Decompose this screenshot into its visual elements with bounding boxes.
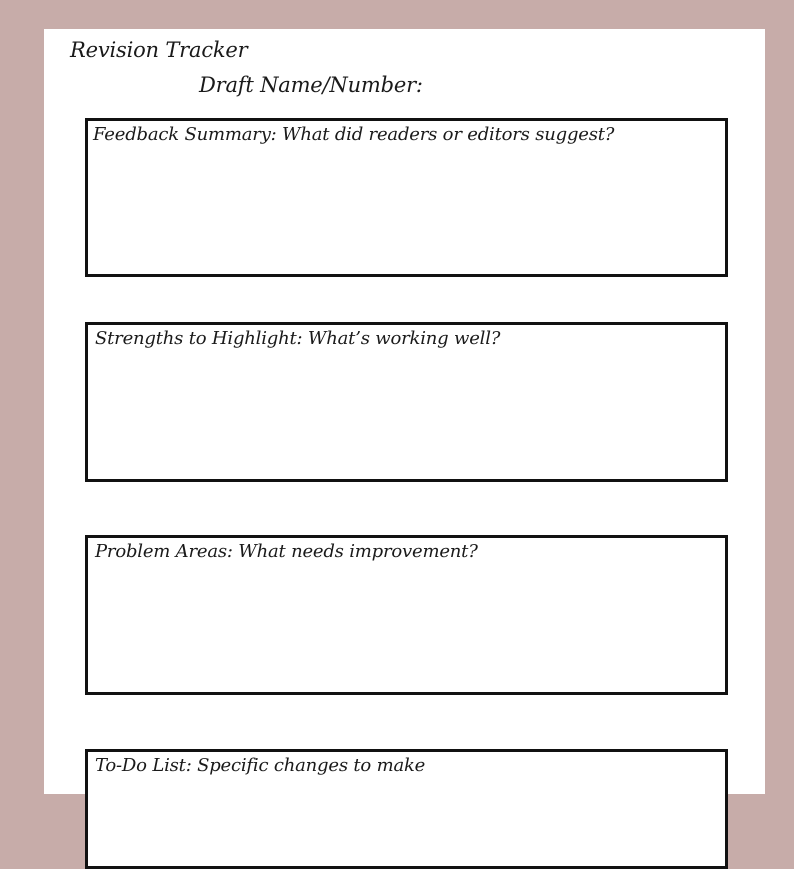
feedback-summary-label: Feedback Summary: What did readers or editors suggest? — [93, 124, 615, 145]
page-title: Revision Tracker — [70, 38, 248, 62]
strengths-to-highlight-box[interactable] — [85, 322, 728, 482]
strengths-to-highlight-label: Strengths to Highlight: What’s working well? — [95, 328, 501, 349]
draft-name-number-label: Draft Name/Number: — [199, 73, 423, 97]
to-do-list-box[interactable] — [85, 749, 728, 869]
problem-areas-label: Problem Areas: What needs improvement? — [95, 541, 478, 562]
worksheet-page — [44, 29, 765, 794]
problem-areas-box[interactable] — [85, 535, 728, 695]
to-do-list-label: To-Do List: Specific changes to make — [95, 755, 426, 776]
feedback-summary-box[interactable] — [85, 118, 728, 277]
